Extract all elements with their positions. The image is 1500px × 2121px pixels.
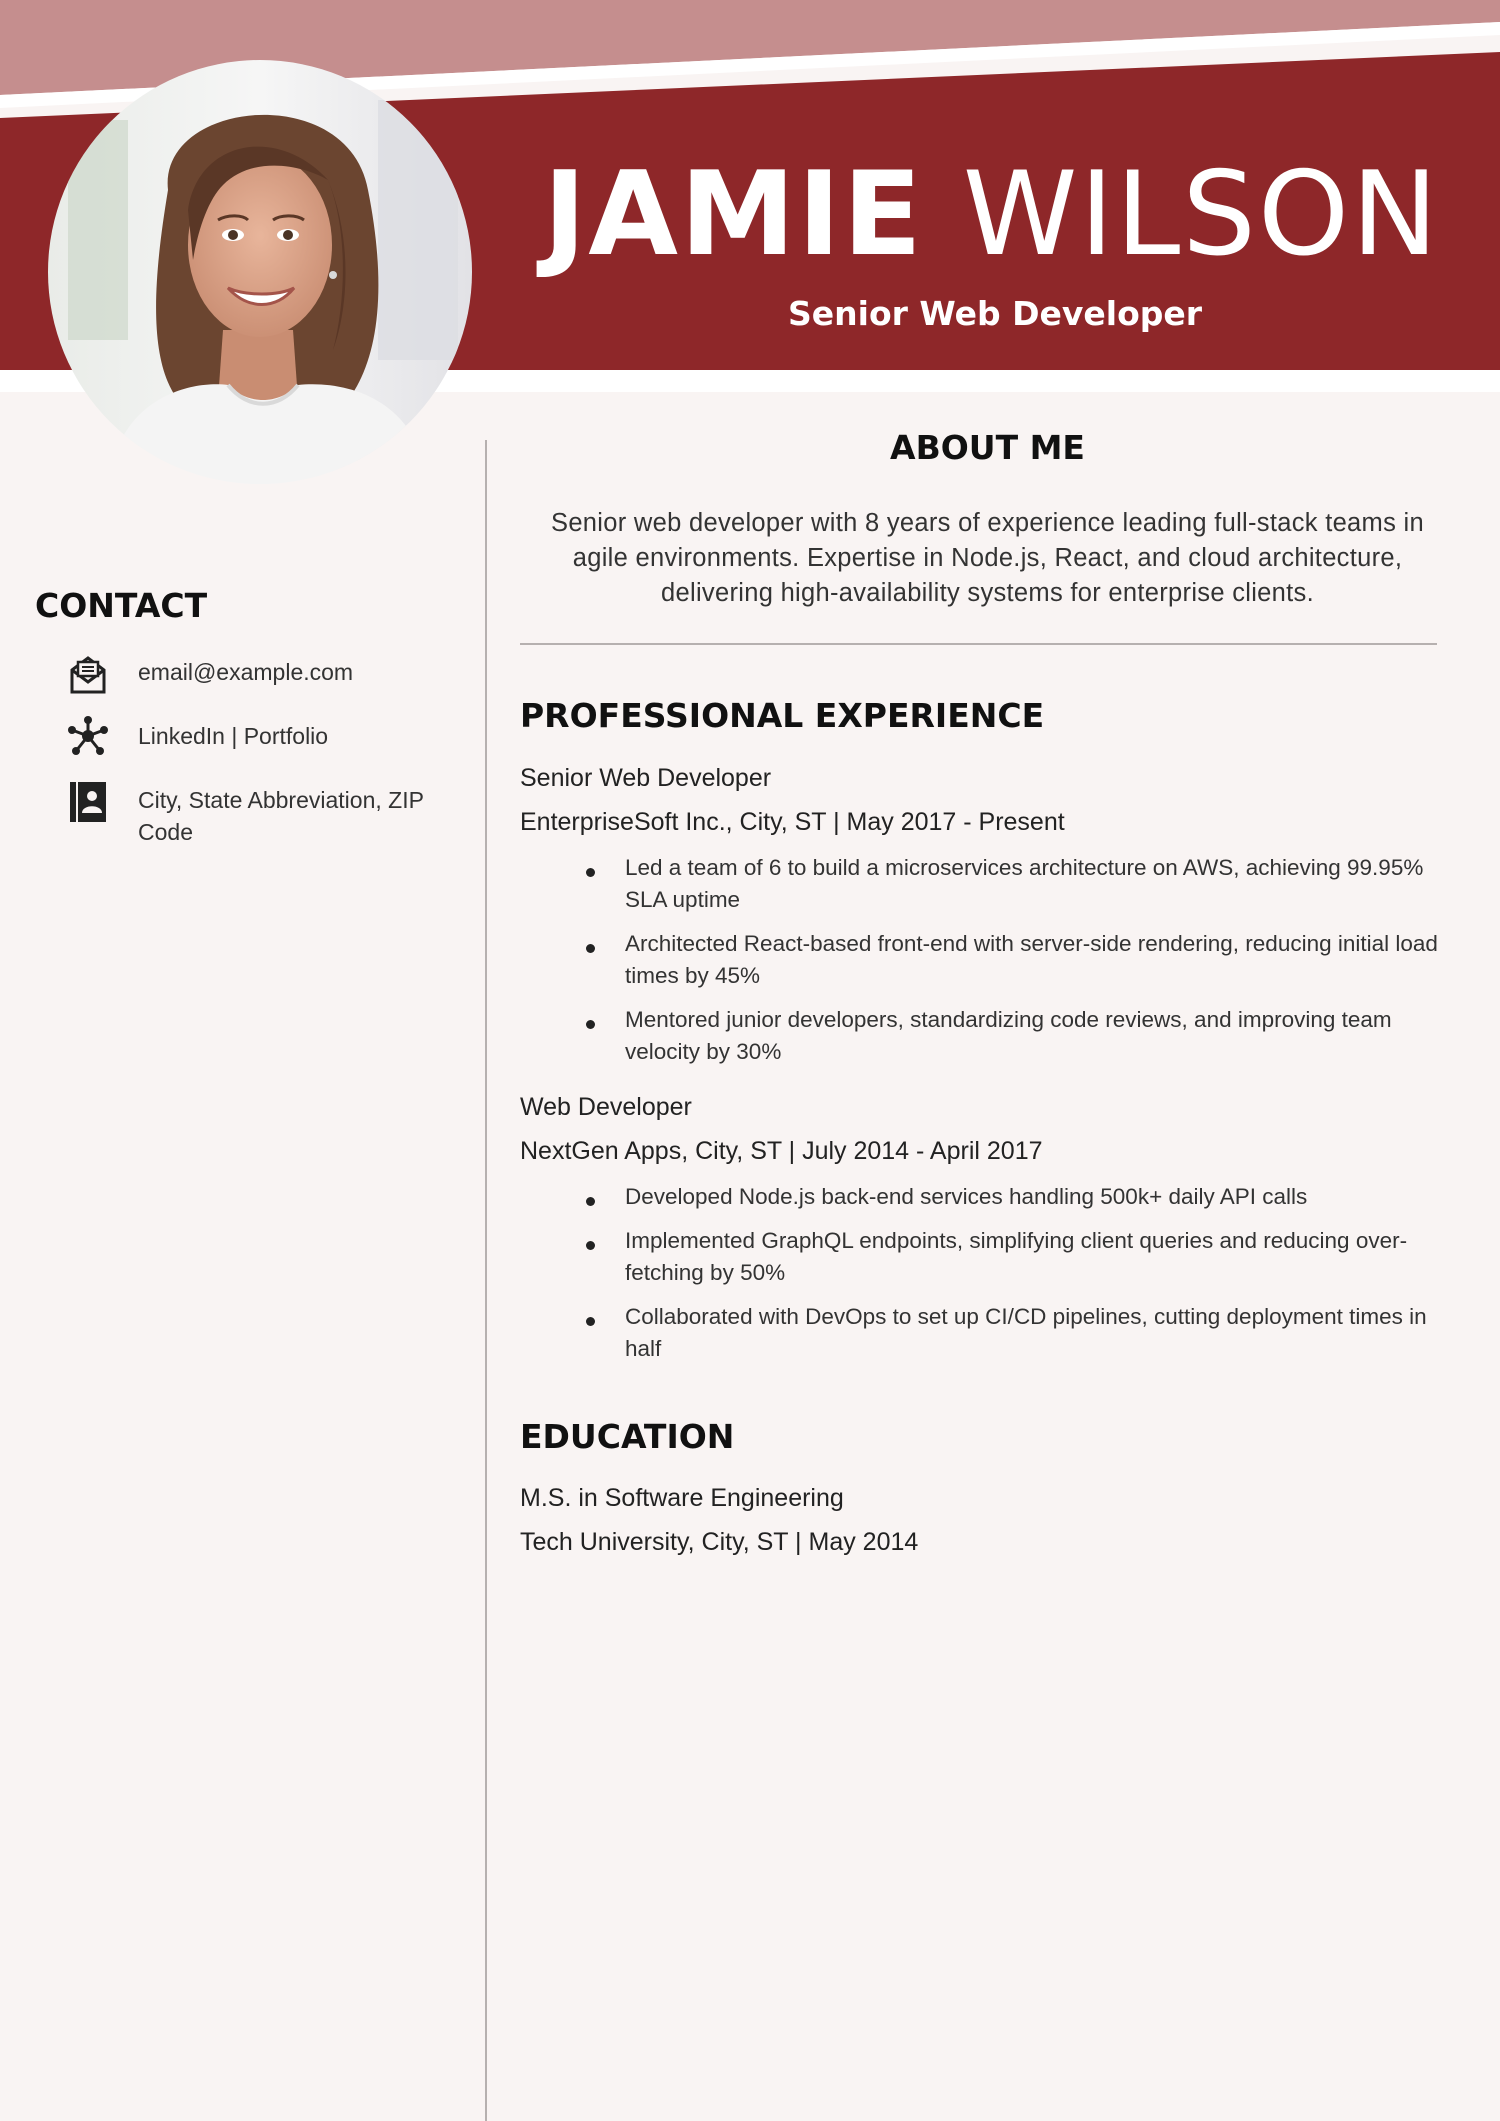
bullet-dot <box>586 1317 595 1326</box>
about-text: Senior web developer with 8 years of experience leading full-stack teams in agile environments. Expertise in Node.js, React, and cloud architecture, delivering high-availability systems for enterprise clients. <box>551 509 1424 607</box>
job-bullets <box>578 852 1458 1080</box>
about-divider <box>520 643 1437 645</box>
network-icon <box>64 716 112 764</box>
job-headline: Senior Web Developer <box>787 294 1203 333</box>
job-bullets <box>578 1181 1458 1377</box>
bullet-text: Mentored junior developers, standardizing code reviews, and improving team velocity by 30% <box>625 1007 1392 1064</box>
job-title: Senior Web Developer <box>520 764 772 792</box>
bullet-text: Implemented GraphQL endpoints, simplifying client queries and reducing over-fetching by 50% <box>625 1228 1408 1285</box>
contact-heading: CONTACT <box>35 586 208 625</box>
bullet-dot <box>586 1241 595 1250</box>
profile-photo <box>48 60 472 484</box>
full-name <box>540 147 1440 282</box>
bullet-dot <box>586 1197 595 1206</box>
contact-links[interactable]: LinkedIn | Portfolio <box>138 723 329 749</box>
bullet-dot <box>586 944 595 953</box>
job-meta: NextGen Apps, City, ST | July 2014 - April 2017 <box>520 1137 1043 1165</box>
bullet-item <box>578 852 1458 916</box>
degree-meta: Tech University, City, ST | May 2014 <box>520 1528 919 1556</box>
contact-item-email <box>64 652 464 700</box>
bullet-item <box>578 1225 1458 1289</box>
bullet-item <box>578 928 1458 992</box>
experience-heading: PROFESSIONAL EXPERIENCE <box>520 696 1045 735</box>
job-meta: EnterpriseSoft Inc., City, ST | May 2017 - Present <box>520 808 1065 836</box>
column-divider <box>485 440 487 2121</box>
bullet-text: Architected React-based front-end with server-side rendering, reducing initial load times by 45% <box>625 931 1438 988</box>
contact-email[interactable]: email@example.com <box>138 659 354 685</box>
degree-title: M.S. in Software Engineering <box>520 1484 844 1512</box>
contact-list <box>64 652 464 864</box>
mail-icon <box>64 652 112 700</box>
bullet-item <box>578 1181 1458 1213</box>
education-heading: EDUCATION <box>520 1417 735 1456</box>
about-heading: ABOUT ME <box>890 428 1085 467</box>
last-name: WILSON <box>962 147 1440 282</box>
bullet-text: Developed Node.js back-end services handling 500k+ daily API calls <box>625 1184 1308 1209</box>
bullet-dot <box>586 1020 595 1029</box>
bullet-text: Collaborated with DevOps to set up CI/CD pipelines, cutting deployment times in half <box>625 1304 1427 1361</box>
bullet-item <box>578 1301 1458 1365</box>
contact-item-address <box>64 780 464 848</box>
first-name: JAMIE <box>543 147 924 282</box>
contact-address: City, State Abbreviation, ZIP Code <box>138 787 424 845</box>
bullet-text: Led a team of 6 to build a microservices architecture on AWS, achieving 99.95% SLA uptime <box>625 855 1424 912</box>
contact-item-links <box>64 716 464 764</box>
job-title: Web Developer <box>520 1093 692 1121</box>
bullet-item <box>578 1004 1458 1068</box>
bullet-dot <box>586 868 595 877</box>
address-book-icon <box>64 780 112 828</box>
